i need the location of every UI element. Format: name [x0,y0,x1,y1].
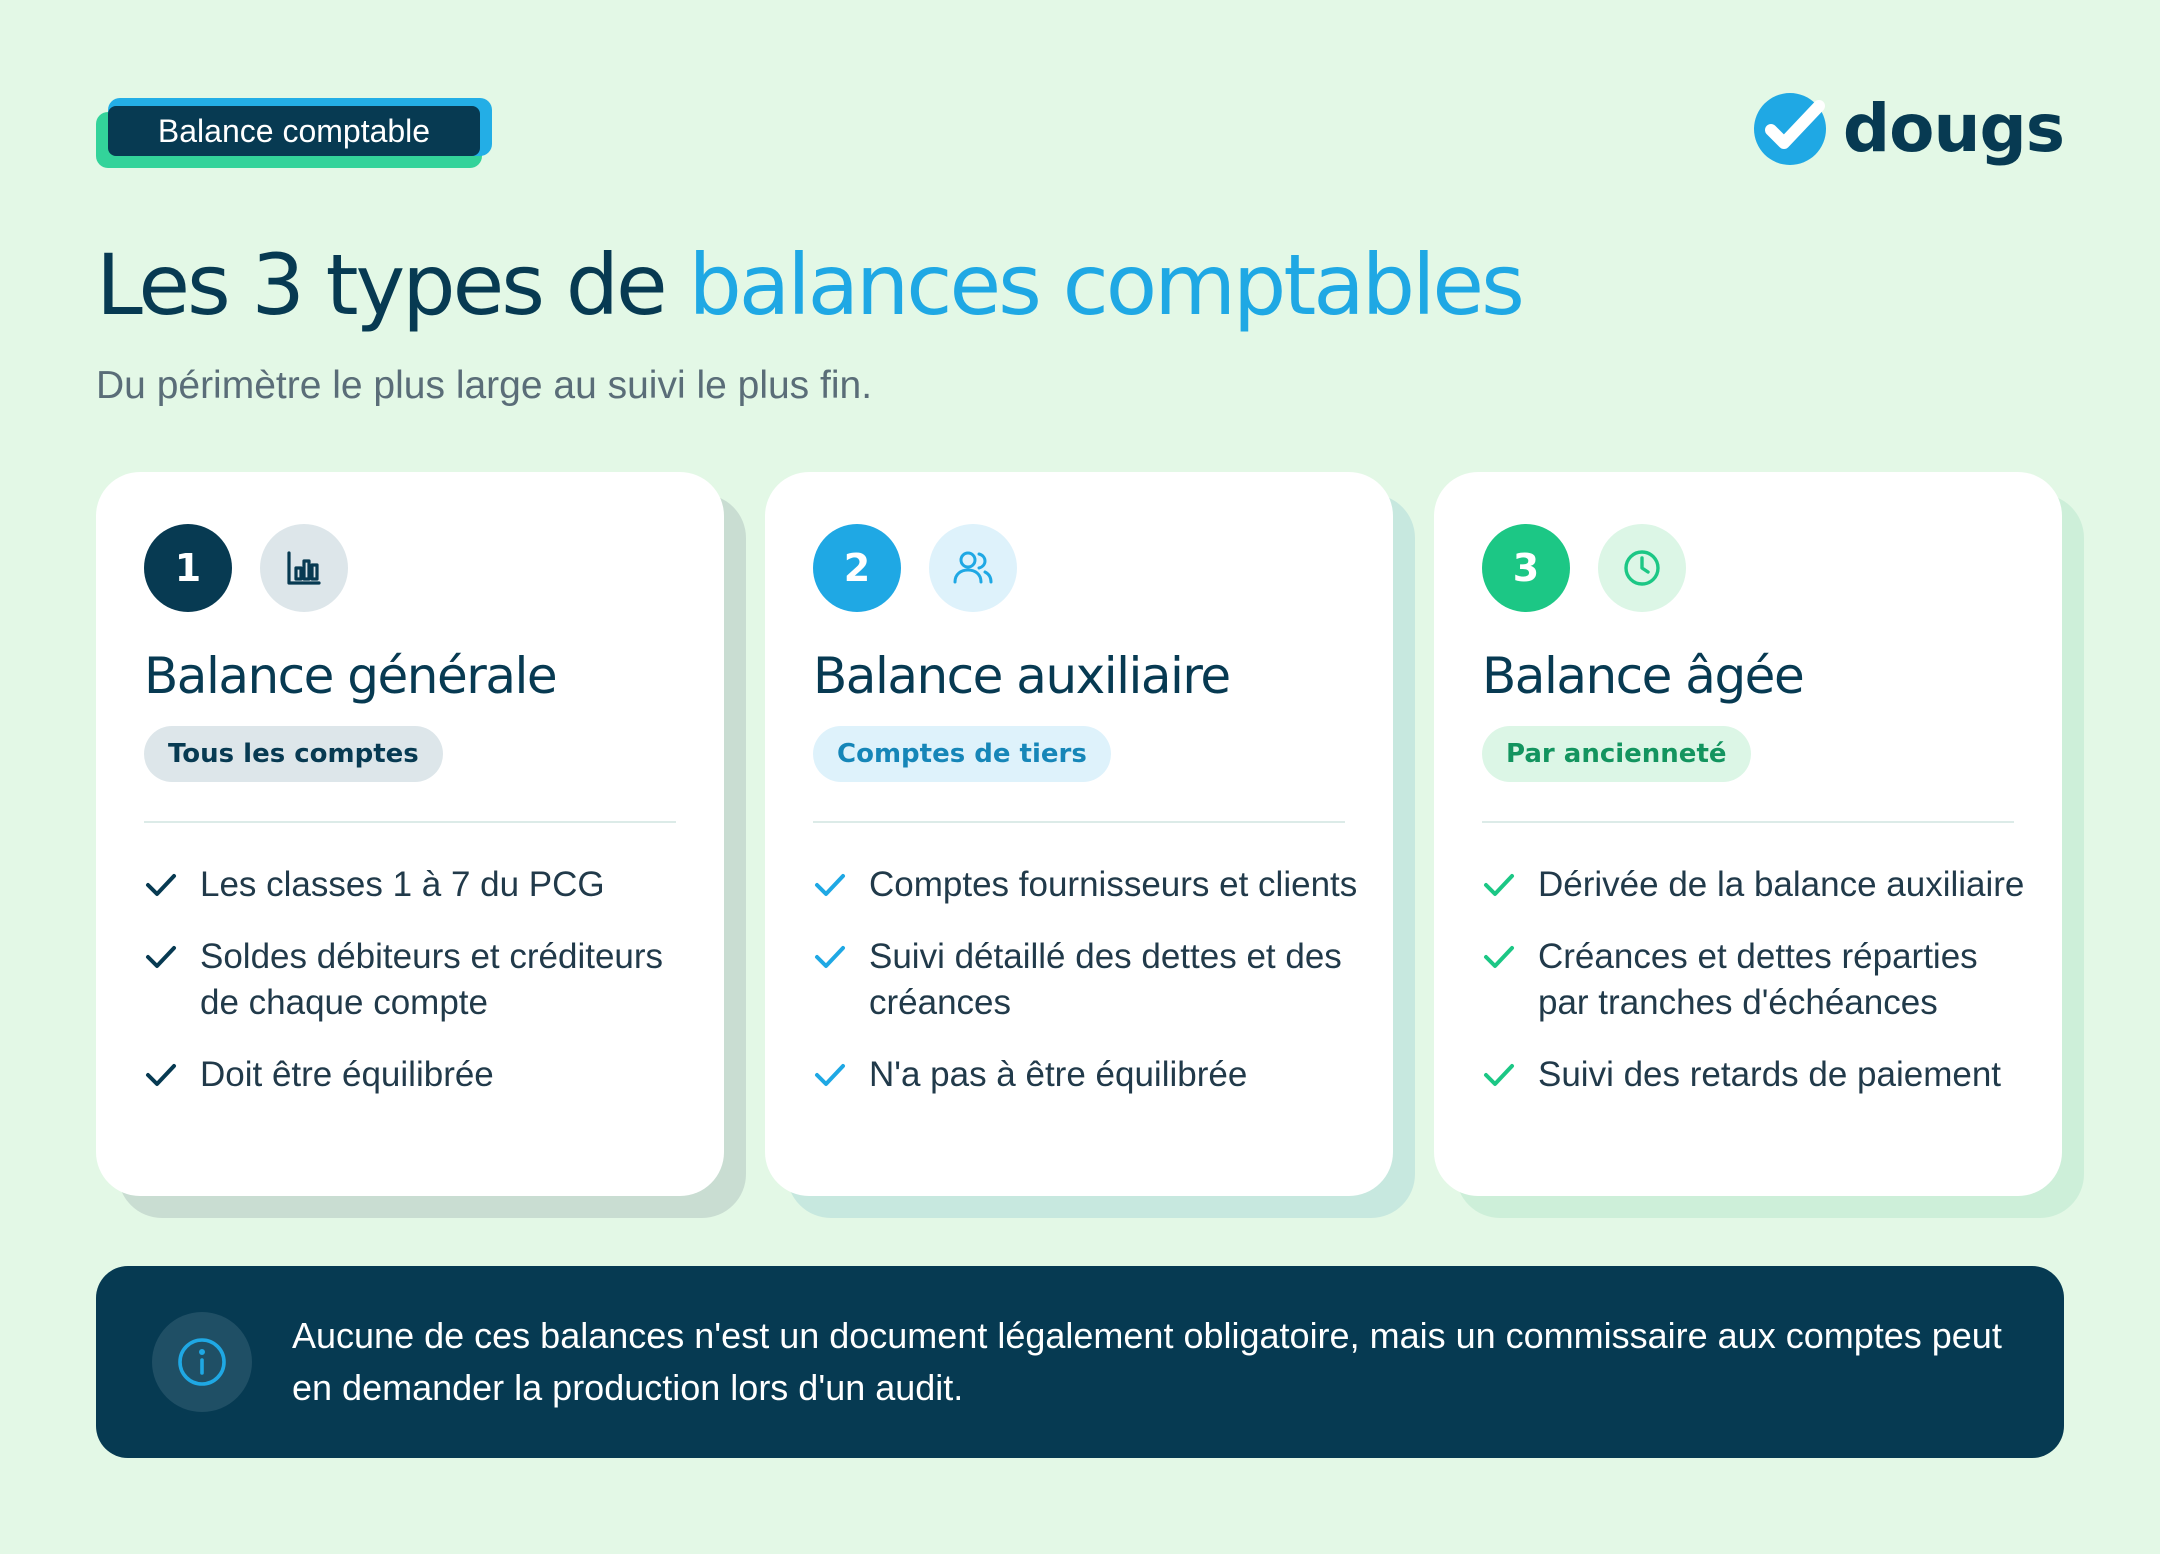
list-item [144,934,694,1026]
clock-icon [1598,524,1686,612]
card-number-badge: 3 [1482,524,1570,612]
list-item [813,862,1363,908]
feature-list [1482,862,2032,1124]
card-pill: Tous les comptes [144,726,443,782]
page-title [96,230,1522,340]
check-icon [1482,942,1516,972]
check-icon [1482,1060,1516,1090]
list-item [144,1052,694,1098]
feature-list [813,862,1363,1124]
card-title: Balance générale [144,647,557,705]
brand-logo [1753,92,2064,166]
card-balance-agee [1434,472,2062,1196]
feature-text: Dérivée de la balance auxiliaire [1538,865,2025,904]
list-item [1482,862,2032,908]
check-icon [144,870,178,900]
feature-text: N'a pas à être équilibrée [869,1055,1248,1094]
info-text: Aucune de ces balances n'est un document légalement obligatoire, mais un commissaire aux comptes peut en demander la production lors d'un audit. [292,1315,2002,1408]
list-item [813,1052,1363,1098]
card-balance-auxiliaire [765,472,1393,1196]
card-pill: Par ancienneté [1482,726,1751,782]
feature-text: Les classes 1 à 7 du PCG [200,865,605,904]
bar-chart-icon [260,524,348,612]
divider [1482,821,2014,823]
page-subtitle: Du périmètre le plus large au suivi le plus fin. [96,364,873,407]
card-number-badge: 1 [144,524,232,612]
divider [813,821,1345,823]
check-icon [1482,870,1516,900]
check-icon [144,1060,178,1090]
feature-text: Suivi des retards de paiement [1538,1055,2002,1094]
card-pill: Comptes de tiers [813,726,1111,782]
title-accent: balances comptables [688,236,1522,334]
check-icon [813,1060,847,1090]
check-circle-icon [1753,92,1827,166]
title-main: Les 3 types de [96,236,665,334]
list-item [1482,1052,2032,1098]
list-item [1482,934,2032,1026]
card-number-badge: 2 [813,524,901,612]
divider [144,821,676,823]
tag-label: Balance comptable [108,106,480,156]
card-balance-generale [96,472,724,1196]
info-banner [96,1266,2064,1458]
check-icon [813,942,847,972]
info-icon [152,1312,252,1412]
list-item [813,934,1363,1026]
feature-list [144,862,694,1124]
check-icon [144,942,178,972]
list-item [144,862,694,908]
users-icon [929,524,1017,612]
feature-text: Créances et dettes réparties par tranches d'échéances [1538,937,1978,1022]
card-title: Balance âgée [1482,647,1804,705]
feature-text: Suivi détaillé des dettes et des créances [869,937,1342,1022]
category-tag [96,98,492,170]
feature-text: Doit être équilibrée [200,1055,494,1094]
feature-text: Comptes fournisseurs et clients [869,865,1358,904]
brand-name: dougs [1842,90,2064,167]
check-icon [813,870,847,900]
feature-text: Soldes débiteurs et créditeurs de chaque compte [200,937,664,1022]
card-title: Balance auxiliaire [813,647,1230,705]
